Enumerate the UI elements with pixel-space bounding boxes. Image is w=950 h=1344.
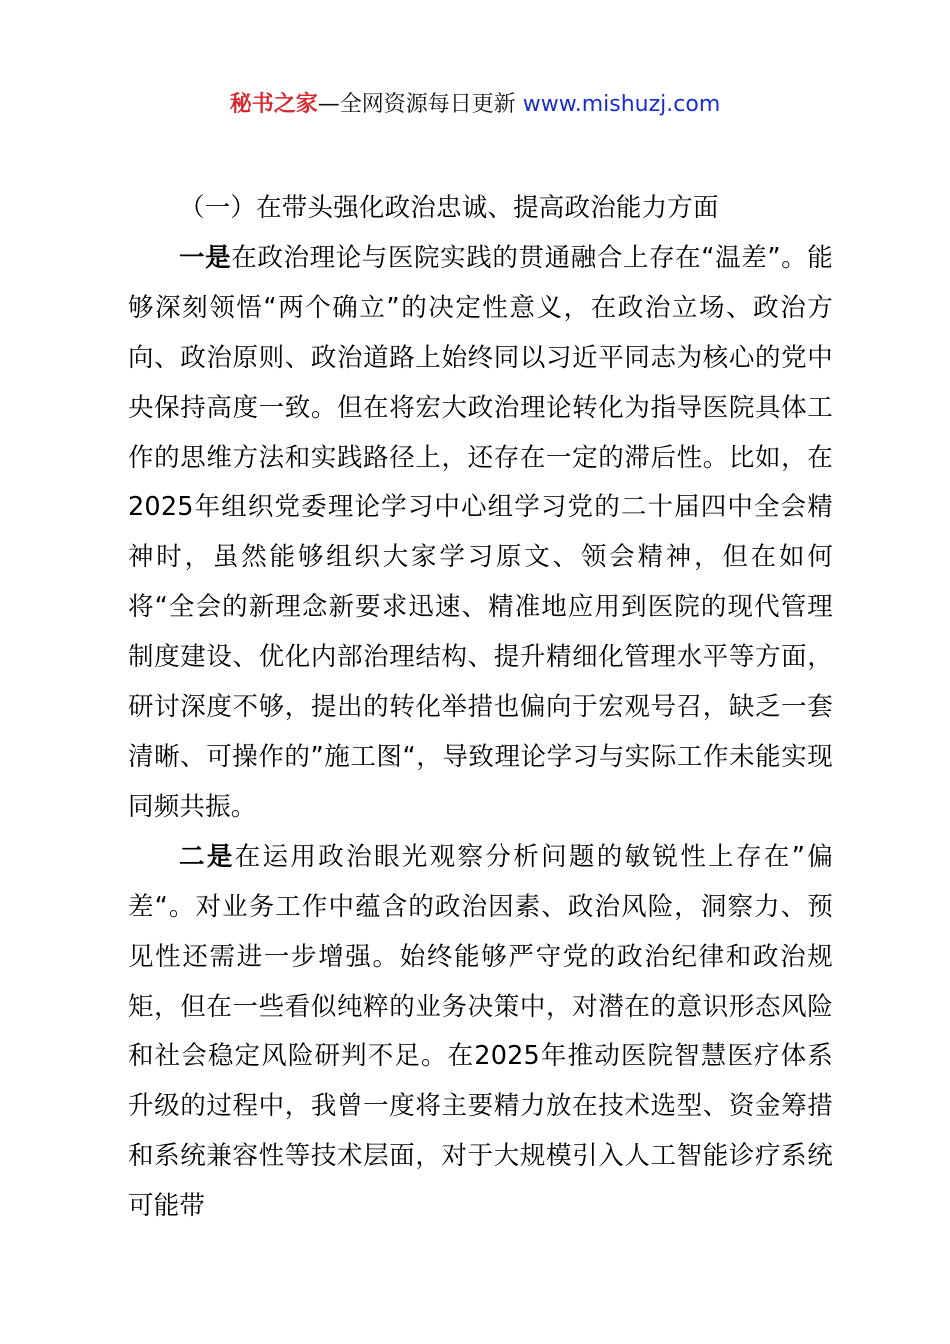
paragraph-1 bbox=[128, 234, 833, 833]
document-body bbox=[128, 184, 833, 1232]
brand-name: 秘书之家 bbox=[229, 92, 318, 117]
header-tagline: —全网资源每日更新 bbox=[317, 92, 523, 117]
section-heading: （一）在带头强化政治忠诚、提高政治能力方面 bbox=[179, 193, 719, 223]
website-link[interactable]: www.mishuzj.com bbox=[522, 92, 721, 117]
paragraph-1-text: 在政治理论与医院实践的贯通融合上存在“温差”。能够深刻领悟“两个确立”的决定性意义，在政治立场、政治方向、政治原则、政治道路上始终同以习近平同志为核心的党中央保持高度一致。但在将宏大政治理论转化为指导医院具体工作的思维方法和实践路径上，还存在一定的滞后性。比如，在2025年组织党委理论学习中心组学习党的二十届四中全会精神时，虽然能够组织大家学习原文、领会精神，但在如何将“全会的新理念新要求迅速、精准地应用到医院的现代管理制度建设、优化内部治理结构、提升精细化管理水平等方面，研讨深度不够，提出的转化举措也偏向于宏观号召，缺乏一套清晰、可操作的”施工图“，导致理论学习与实际工作未能实现同频共振。 bbox=[128, 242, 833, 822]
paragraph-2-text: 在运用政治眼光观察分析问题的敏锐性上存在”偏差“。对业务工作中蕴含的政治因素、政治风险，洞察力、预见性还需进一步增强。始终能够严守党的政治纪律和政治规矩，但在一些看似纯粹的业务决策中，对潜在的意识形态风险和社会稳定风险研判不足。在2025年推动医院智慧医疗体系升级的过程中，我曾一度将主要精力放在技术选型、资金筹措和系统兼容性等技术层面，对于大规模引入人工智能诊疗系统可能带 bbox=[128, 841, 833, 1222]
paragraph-2-lead: 二是 bbox=[179, 841, 235, 872]
page-header bbox=[0, 88, 950, 122]
paragraph-1-lead: 一是 bbox=[179, 242, 232, 273]
paragraph-2 bbox=[128, 833, 833, 1232]
